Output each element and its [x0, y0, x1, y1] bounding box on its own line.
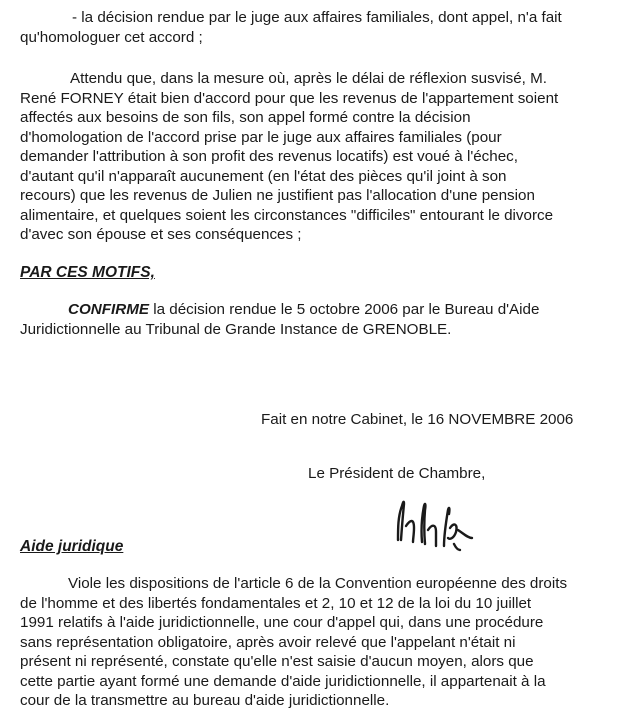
president-line: Le Président de Chambre,	[308, 465, 486, 482]
text-line: d'homologation de l'accord prise par le juge aux affaires familiales (pour	[20, 128, 502, 146]
text-line: présent ni représenté, constate qu'elle n'est saisie d'aucun moyen, alors que	[20, 653, 534, 670]
text-line: René FORNEY était bien d'accord pour que les revenus de l'appartement soient	[20, 89, 559, 107]
paragraph-aide	[20, 574, 620, 711]
text-line: de l'homme et des libertés fondamentales et 2, 10 et 12 de la loi du 10 juillet	[20, 594, 532, 612]
motifs-heading: PAR CES MOTIFS,	[20, 264, 155, 281]
text-line: 1991 relatifs à l'aide juridictionnelle, une cour d'appel qui, dans une procédure	[20, 614, 544, 631]
text-line: demander l'attribution à son profit des revenus locatifs) est voué à l'échec,	[20, 148, 518, 165]
paragraph-homologation	[20, 8, 620, 47]
text-line: Attendu que, dans la mesure où, après le délai de réflexion susvisé, M.	[70, 70, 547, 87]
text-line	[20, 300, 620, 320]
text-line: Juridictionnelle au Tribunal de Grande Instance de GRENOBLE.	[20, 320, 452, 338]
text-line: cette partie ayant formé une demande d'aide juridictionnelle, il appartenait à la	[20, 672, 546, 690]
confirme-text: la décision rendue le 5 octobre 2006 par le Bureau d'Aide	[149, 301, 540, 318]
fait-line: Fait en notre Cabinet, le 16 NOVEMBRE 2006	[261, 411, 574, 428]
text-line: d'autant qu'il n'apparaît aucunement (en l'état des pièces qu'il joint à son	[20, 167, 507, 185]
text-line: qu'homologuer cet accord ;	[20, 28, 203, 46]
signature-image	[392, 490, 492, 552]
confirme-keyword: CONFIRME	[68, 301, 149, 318]
paragraph-attendu	[20, 69, 620, 245]
text-line: recours) que les revenus de Julien ne justifient pas l'allocation d'une pension	[20, 187, 535, 204]
text-line: Viole les dispositions de l'article 6 de la Convention européenne des droits	[68, 575, 568, 592]
text-line: alimentaire, et quelques soient les circonstances "difficiles" entourant le divorce	[20, 206, 554, 224]
aide-heading: Aide juridique	[20, 538, 124, 555]
text-line: - la décision rendue par le juge aux affaires familiales, dont appel, n'a fait	[72, 9, 562, 26]
text-line: d'avec son épouse et ses conséquences ;	[20, 226, 302, 243]
paragraph-confirme	[20, 300, 620, 339]
text-line: sans représentation obligatoire, après avoir relevé que l'appelant n'était ni	[20, 633, 516, 651]
text-line: cour de la transmettre au bureau d'aide juridictionnelle.	[20, 692, 390, 709]
text-line: affectés aux besoins de son fils, son appel formé contre la décision	[20, 109, 471, 126]
